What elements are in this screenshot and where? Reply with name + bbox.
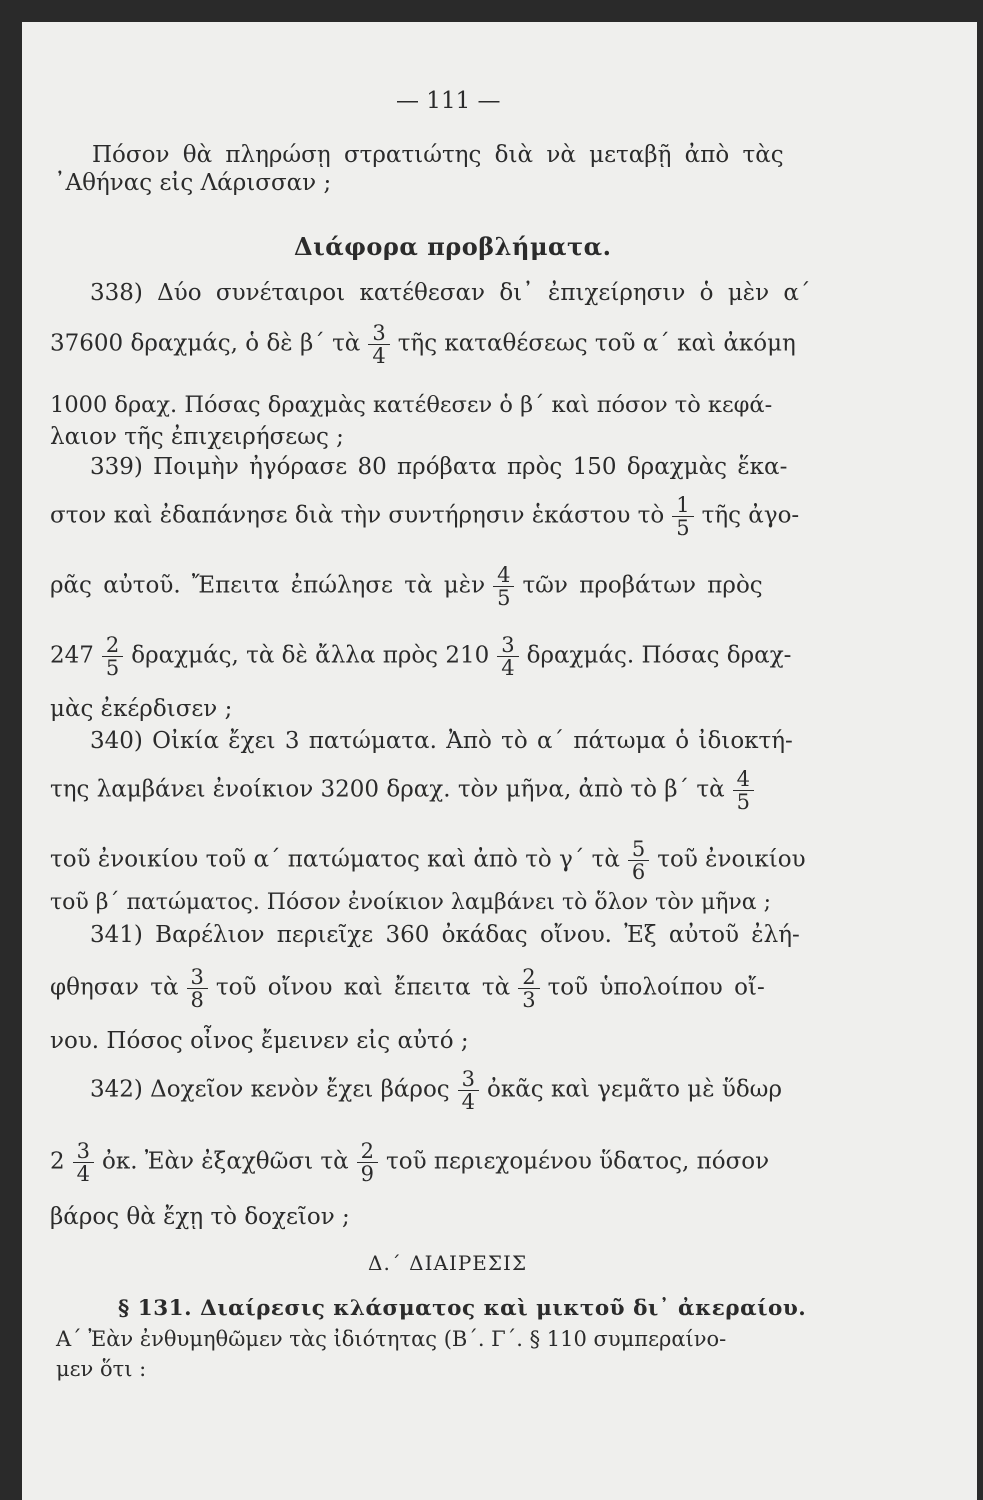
fraction xyxy=(187,966,208,1011)
book-page xyxy=(22,22,977,1500)
fraction xyxy=(368,322,389,367)
text-segment: 342) Δοχεῖον κενὸν ἔχει βάρος xyxy=(90,1076,450,1103)
text-segment: στον καὶ ἐδαπάνησε διὰ τὴν συντήρησιν ἑκάστου τὸ xyxy=(50,502,665,529)
problem-338-line-1: 338) Δύο συνέταιροι κατέθεσαν δι᾽ ἐπιχείρησιν ὁ μὲν α΄ xyxy=(90,280,811,306)
section-131-title: § 131. Διαίρεσις κλάσματος καὶ μικτοῦ δι᾽ ἀκεραίου. xyxy=(118,1296,807,1321)
fraction xyxy=(628,838,649,883)
problem-339-line-2 xyxy=(50,494,799,539)
section-131-line-2: Α΄ Ἐὰν ἐνθυμηθῶμεν τὰς ἰδιότητας (Β΄. Γ΄. § 110 συμπεραίνο- xyxy=(56,1327,727,1351)
text-segment: τοῦ οἴνου καὶ ἔπειτα τὰ xyxy=(215,974,511,1001)
problem-339-line-4 xyxy=(50,634,791,679)
numerator: 3 xyxy=(187,966,208,989)
section-title: Διάφορα προβλήματα. xyxy=(294,232,612,261)
fraction xyxy=(518,966,539,1011)
problem-341-line-1: 341) Βαρέλιον περιεῖχε 360 ὀκάδας οἴνου. Ἐξ αὐτοῦ ἐλή- xyxy=(90,922,800,948)
text-segment: ρᾶς αὐτοῦ. Ἔπειτα ἐπώλησε τὰ μὲν xyxy=(50,572,486,599)
numerator: 2 xyxy=(518,966,539,989)
text-segment: 37600 δραχμάς, ὁ δὲ β΄ τὰ xyxy=(50,330,361,357)
text-segment: φθησαν τὰ xyxy=(50,974,179,1001)
problem-338-line-2 xyxy=(50,322,796,367)
text-segment: ὀκ. Ἐὰν ἐξαχθῶσι τὰ xyxy=(102,1148,349,1175)
numerator: 3 xyxy=(497,634,518,657)
denominator: 4 xyxy=(372,344,386,368)
problem-340-line-3 xyxy=(50,838,806,883)
problem-342-line-3: βάρος θὰ ἔχῃ τὸ δοχεῖον ; xyxy=(50,1204,350,1230)
denominator: 4 xyxy=(501,656,515,680)
text-segment: τῆς καταθέσεως τοῦ α΄ καὶ ἀκόμη xyxy=(397,330,796,357)
numerator: 4 xyxy=(733,768,754,791)
denominator: 4 xyxy=(461,1090,476,1114)
numerator: 3 xyxy=(73,1140,94,1163)
denominator: 5 xyxy=(736,790,750,814)
fraction xyxy=(458,1068,479,1113)
fraction xyxy=(493,564,514,609)
denominator: 5 xyxy=(105,656,120,680)
denominator: 5 xyxy=(497,586,511,610)
problem-340-line-1: 340) Οἰκία ἔχει 3 πατώματα. Ἀπὸ τὸ α΄ πάτωμα ὁ ἰδιοκτή- xyxy=(90,728,793,754)
fraction xyxy=(102,634,123,679)
problem-342-line-1 xyxy=(90,1068,782,1113)
denominator: 6 xyxy=(631,860,646,884)
text-segment: ὀκᾶς καὶ γεμᾶτο μὲ ὕδωρ xyxy=(487,1076,782,1103)
problem-340-line-4: τοῦ β΄ πατώματος. Πόσον ἐνοίκιον λαμβάνει τὸ ὅλον τὸν μῆνα ; xyxy=(50,890,772,915)
numerator: 5 xyxy=(628,838,649,861)
denominator: 9 xyxy=(360,1162,375,1186)
numerator: 2 xyxy=(357,1140,378,1163)
text-segment: δραχμάς, τὰ δὲ ἄλλα πρὸς 210 xyxy=(131,642,490,669)
denominator: 4 xyxy=(76,1162,91,1186)
text-segment: 247 xyxy=(50,642,94,669)
fraction xyxy=(73,1140,94,1185)
denominator: 3 xyxy=(522,988,536,1012)
text-segment: της λαμβάνει ἐνοίκιον 3200 δραχ. τὸν μῆνα, ἀπὸ τὸ β΄ τὰ xyxy=(50,776,725,803)
fraction xyxy=(733,768,754,813)
problem-339-line-5: μὰς ἐκέρδισεν ; xyxy=(50,696,233,722)
problem-342-line-2 xyxy=(50,1140,769,1185)
intro-line-1: Πόσον θὰ πληρώσῃ στρατιώτης διὰ νὰ μεταβῇ ἀπὸ τὰς xyxy=(92,142,784,168)
text-segment: τοῦ ἐνοικίου xyxy=(657,846,806,873)
section-131-line-3: μεν ὅτι : xyxy=(56,1357,147,1381)
fraction xyxy=(497,634,518,679)
problem-341-line-2 xyxy=(50,966,765,1011)
text-segment: 2 xyxy=(50,1148,65,1175)
numerator: 4 xyxy=(493,564,514,587)
text-segment: τοῦ ὑπολοίπου οἴ- xyxy=(547,974,765,1001)
division-heading: Δ.΄ ΔΙΑΙΡΕΣΙΣ xyxy=(368,1251,528,1275)
problem-338-line-4: λαιον τῆς ἐπιχειρήσεως ; xyxy=(50,424,344,450)
fraction xyxy=(672,494,693,539)
denominator: 5 xyxy=(676,516,690,540)
problem-341-line-3: νου. Πόσος οἶνος ἔμεινεν εἰς αὐτό ; xyxy=(50,1028,469,1054)
text-segment: τοῦ ἐνοικίου τοῦ α΄ πατώματος καὶ ἀπὸ τὸ γ΄ τὰ xyxy=(50,846,620,873)
denominator: 8 xyxy=(190,988,204,1012)
text-segment: τοῦ περιεχομένου ὕδατος, πόσον xyxy=(386,1148,770,1175)
problem-339-line-1: 339) Ποιμὴν ἠγόρασε 80 πρόβατα πρὸς 150 δραχμὰς ἕκα- xyxy=(90,454,788,480)
problem-338-line-3: 1000 δραχ. Πόσας δραχμὰς κατέθεσεν ὁ β΄ καὶ πόσον τὸ κεφά- xyxy=(50,392,773,418)
text-segment: δραχμάς. Πόσας δραχ- xyxy=(526,642,792,669)
fraction xyxy=(357,1140,378,1185)
text-segment: τῶν προβάτων πρὸς xyxy=(522,572,763,599)
problem-339-line-3 xyxy=(50,564,763,609)
numerator: 3 xyxy=(368,322,389,345)
intro-line-2: ᾽Αθήνας εἰς Λάρισσαν ; xyxy=(54,170,332,196)
numerator: 3 xyxy=(458,1068,479,1091)
problem-340-line-2 xyxy=(50,768,762,813)
page-number: — 111 — xyxy=(396,88,501,114)
text-segment: τῆς ἀγο- xyxy=(701,502,800,529)
numerator: 1 xyxy=(672,494,693,517)
numerator: 2 xyxy=(102,634,123,657)
